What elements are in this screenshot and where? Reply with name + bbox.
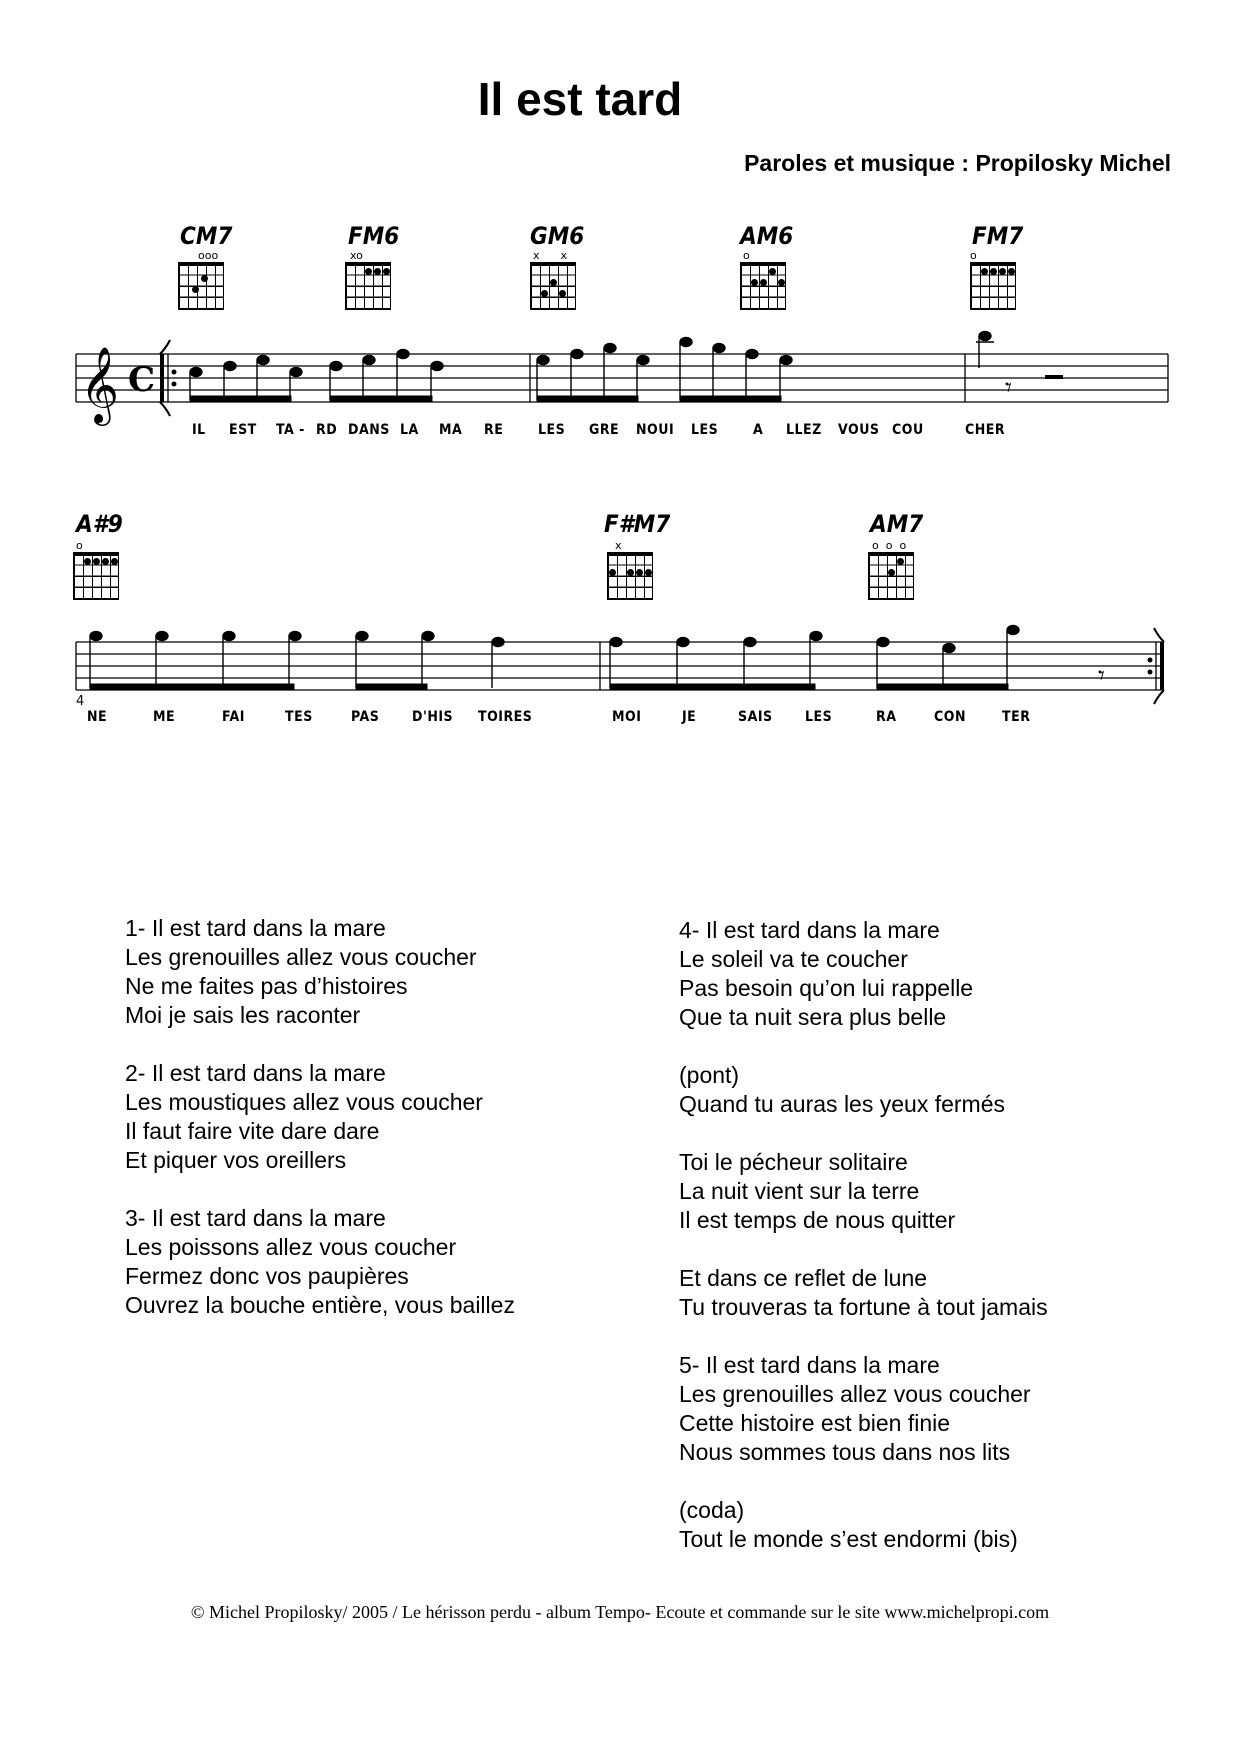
music-score <box>0 0 1240 760</box>
coda: (coda) Tout le monde s’est endormi (bis) <box>679 1497 1018 1552</box>
chord-name: F#M7 <box>604 510 671 538</box>
lyric-syllable: COU <box>892 422 924 438</box>
verse: Toi le pécheur solitaire La nuit vient sur la terre Il est temps de nous quitter <box>679 1149 956 1233</box>
lyric-syllable: LES <box>805 709 833 725</box>
lyric-syllable: D'HIS <box>412 709 454 725</box>
verse: 2- Il est tard dans la mare Les moustiques allez vous coucher Il faut faire vite dare dare Et piquer vos oreillers <box>125 1060 483 1173</box>
lyric-syllable: VOUS <box>838 422 880 438</box>
verse: 1- Il est tard dans la mare Les grenouilles allez vous coucher Ne me faites pas d’histoires Moi je sais les raconter <box>125 915 477 1028</box>
notes-system-1 <box>190 332 1063 404</box>
lyric-syllable: CHER <box>965 422 1006 438</box>
notes-system-2 <box>90 626 1105 692</box>
lyric-syllable: MOI <box>612 709 642 725</box>
chord-name: FM7 <box>972 222 1024 250</box>
svg-text:𝄾: 𝄾 <box>1005 373 1012 403</box>
bridge: (pont) Quand tu auras les yeux fermés <box>679 1062 1005 1117</box>
lyric-syllable: TER <box>1002 709 1031 725</box>
chord-name: AM6 <box>740 222 794 250</box>
song-title: Il est tard <box>477 73 683 125</box>
author-credit: Paroles et musique : Propilosky Michel <box>744 150 1171 176</box>
lyric-syllable: IL <box>192 422 206 438</box>
chord-name: FM6 <box>348 222 400 250</box>
lyric-syllable: SAIS <box>738 709 773 725</box>
lyric-syllable: TOIRES <box>478 709 533 725</box>
chord-name: A#9 <box>76 510 123 538</box>
common-time: C <box>128 360 156 400</box>
lyric-syllable: LES <box>538 422 566 438</box>
chord-name: GM6 <box>530 222 585 250</box>
verse: 5- Il est tard dans la mare Les grenouilles allez vous coucher Cette histoire est bien finie Nous sommes tous dans nos lits <box>679 1352 1031 1465</box>
lyric-syllable: EST <box>229 422 257 438</box>
verse: 4- Il est tard dans la mare Le soleil va te coucher Pas besoin qu’on lui rappelle Que ta nuit sera plus belle <box>679 917 974 1030</box>
lyric-syllable: RD <box>316 422 338 438</box>
measure-number: 4 <box>76 694 85 709</box>
lyric-syllable: JE <box>682 709 697 725</box>
verses-left-column <box>125 914 515 1349</box>
lyric-syllable: TA - <box>276 422 305 438</box>
treble-clef: 𝄞 <box>80 346 120 423</box>
verses-right-column <box>679 916 1048 1583</box>
lyric-syllable: FAI <box>222 709 245 725</box>
copyright-footer: © Michel Propilosky/ 2005 / Le hérisson perdu - album Tempo- Ecoute et commande sur le site www.michelpropi.com <box>190 1602 1050 1622</box>
chord-name: CM7 <box>180 222 233 250</box>
lyric-syllable: CON <box>934 709 966 725</box>
lyric-syllable: NOUI <box>636 422 675 438</box>
lyric-syllable: TES <box>285 709 313 725</box>
lyric-syllable: ME <box>153 709 176 725</box>
svg-text:𝄾: 𝄾 <box>1098 661 1105 691</box>
lyric-syllable: LES <box>691 422 719 438</box>
lyric-syllable: LA <box>400 422 419 438</box>
verse: 3- Il est tard dans la mare Les poissons allez vous coucher Fermez donc vos paupières Ouvrez la bouche entière, vous baillez <box>125 1205 515 1318</box>
lyric-syllable: NE <box>87 709 108 725</box>
lyric-syllable: LLEZ <box>786 422 822 438</box>
lyric-syllable: GRE <box>589 422 620 438</box>
lyric-syllable: RE <box>484 422 504 438</box>
lyric-syllable: PAS <box>351 709 380 725</box>
lyric-syllable: RA <box>876 709 897 725</box>
lyric-syllable: MA <box>439 422 463 438</box>
lyric-syllable: A <box>753 422 764 438</box>
lyric-syllable: DANS <box>348 422 390 438</box>
verse: Et dans ce reflet de lune Tu trouveras ta fortune à tout jamais <box>679 1265 1048 1320</box>
staff-system-2 <box>76 642 1162 690</box>
chord-name: AM7 <box>870 510 924 538</box>
